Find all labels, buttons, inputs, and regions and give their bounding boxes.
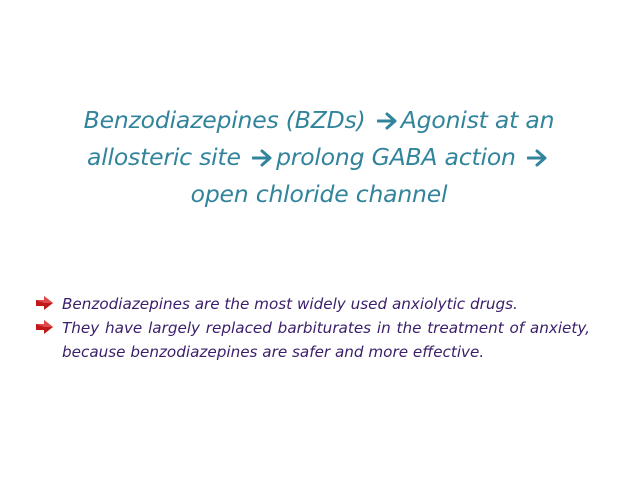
title-text: Benzodiazepines (BZDs)	[83, 106, 366, 134]
title-line-3	[24, 176, 614, 213]
title-line-1	[24, 102, 614, 139]
title-text: allosteric site	[87, 143, 241, 171]
right-arrow-icon	[252, 149, 274, 167]
title-text: prolong GABA action	[276, 143, 516, 171]
title-line-2	[24, 139, 614, 176]
right-arrow-icon	[527, 149, 549, 167]
red-arrow-bullet-icon	[36, 320, 53, 334]
bullet-text: They have largely replaced barbiturates in the treatment of anxiety, because benzodiazepines are safer and more effective.	[62, 319, 590, 361]
bullet-text: Benzodiazepines are the most widely used anxiolytic drugs.	[62, 295, 518, 313]
list-item	[36, 316, 590, 364]
bullet-list	[36, 292, 590, 364]
list-item	[36, 292, 590, 316]
title-text: open chloride channel	[190, 180, 448, 208]
slide-title	[24, 102, 614, 213]
title-text: Agonist at an	[400, 106, 555, 134]
red-arrow-bullet-icon	[36, 296, 53, 310]
right-arrow-icon	[377, 112, 399, 130]
